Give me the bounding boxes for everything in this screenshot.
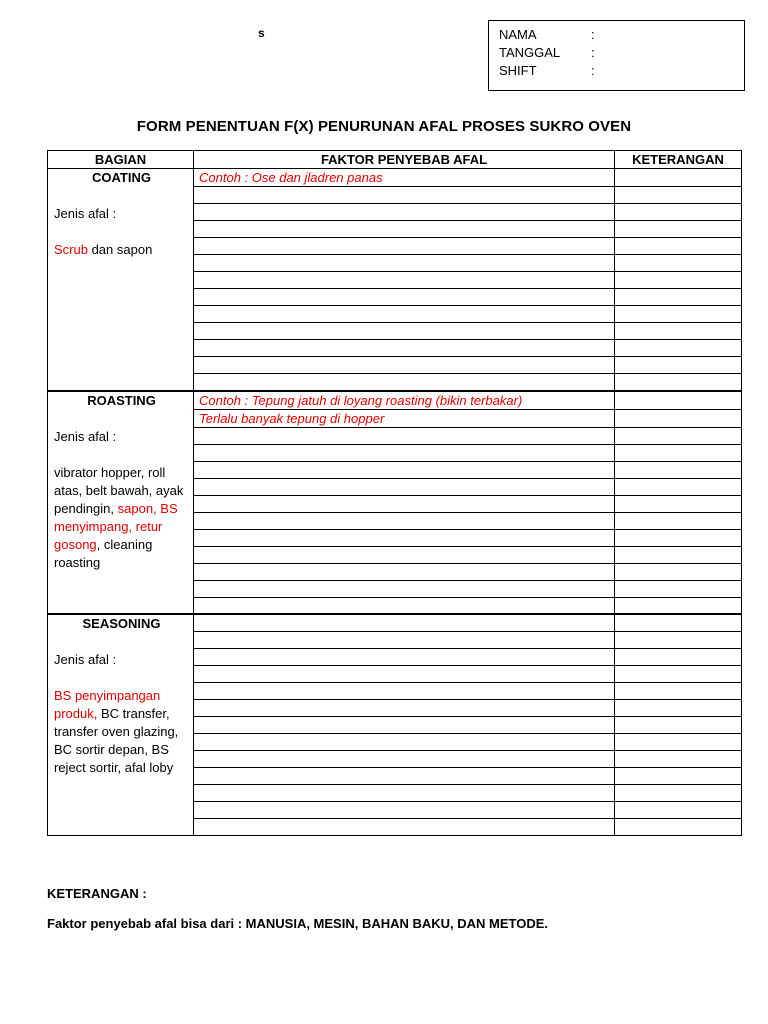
jenis-afal-label: Jenis afal : [54,652,117,667]
keterangan-cell[interactable] [615,255,742,272]
keterangan-cell[interactable] [615,409,742,427]
faktor-cell[interactable] [194,374,615,391]
keterangan-cell[interactable] [615,204,742,221]
keterangan-cell[interactable] [615,818,742,835]
afal-segment: Scrub [54,242,88,257]
faktor-cell[interactable] [194,750,615,767]
faktor-cell[interactable] [194,340,615,357]
afal-list [54,464,189,572]
afal-segment: dan sapon [87,242,153,257]
bagian-cell-coating [48,169,194,391]
keterangan-cell[interactable] [615,512,742,529]
keterangan-cell[interactable] [615,529,742,546]
id-colon: : [591,63,595,78]
keterangan-cell[interactable] [615,614,742,631]
id-label: SHIFT [499,63,537,78]
faktor-cell[interactable] [194,648,615,665]
table-row [48,169,742,187]
faktor-cell[interactable] [194,357,615,374]
faktor-cell[interactable] [194,255,615,272]
faktor-cell[interactable] [194,289,615,306]
faktor-cell[interactable] [194,563,615,580]
faktor-cell[interactable] [194,272,615,289]
faktor-cell[interactable]: Terlalu banyak tepung di hopper [194,409,615,427]
faktor-cell[interactable] [194,478,615,495]
keterangan-cell[interactable] [615,716,742,733]
keterangan-cell[interactable] [615,391,742,410]
faktor-cell[interactable] [194,461,615,478]
jenis-afal-label: Jenis afal : [54,206,117,221]
afal-list [54,687,189,777]
afal-segment: , cleaning roasting [54,536,153,570]
id-label: TANGGAL [499,45,561,60]
keterangan-cell[interactable] [615,784,742,801]
faktor-cell[interactable] [194,716,615,733]
faktor-cell[interactable]: Contoh : Tepung jatuh di loyang roasting (bikin terbakar) [194,391,615,410]
keterangan-cell[interactable] [615,682,742,699]
faktor-cell[interactable] [194,682,615,699]
header-keterangan: KETERANGAN [615,151,742,169]
afal-segment: BC transfer, transfer oven glazing, BC sortir depan, BS reject sortir, afal loby [54,706,179,775]
faktor-cell[interactable] [194,784,615,801]
id-row-tanggal [499,44,744,62]
id-label: NAMA [499,27,537,42]
section-name: COATING [92,170,151,185]
corner-mark: s [258,26,265,40]
keterangan-cell[interactable] [615,169,742,187]
keterangan-cell[interactable] [615,750,742,767]
form-title: FORM PENENTUAN F(X) PENURUNAN AFAL PROSES SUKRO OVEN [136,118,632,135]
afal-segment: vibrator hopper, roll atas, belt bawah, ayak pendingin, [54,464,184,516]
faktor-cell[interactable] [194,631,615,648]
keterangan-cell[interactable] [615,374,742,391]
faktor-cell[interactable] [194,187,615,204]
afal-list [54,241,189,259]
section-name: ROASTING [87,392,156,408]
keterangan-cell[interactable] [615,801,742,818]
keterangan-cell[interactable] [615,767,742,784]
faktor-cell[interactable] [194,306,615,323]
afal-segment: sapon, BS menyimpang, retur gosong [54,500,178,552]
faktor-cell[interactable] [194,767,615,784]
faktor-cell[interactable] [194,733,615,750]
keterangan-cell[interactable] [615,546,742,563]
keterangan-cell[interactable] [615,323,742,340]
section-name: SEASONING [82,616,161,631]
table-row [48,614,742,631]
keterangan-cell[interactable] [615,357,742,374]
faktor-cell[interactable] [194,529,615,546]
faktor-cell[interactable] [194,580,615,597]
keterangan-cell[interactable] [615,478,742,495]
bagian-cell-roasting [48,391,194,615]
keterangan-cell[interactable] [615,733,742,750]
faktor-cell[interactable] [194,665,615,682]
id-row-nama [499,26,744,44]
header-faktor: FAKTOR PENYEBAB AFAL [194,151,615,169]
bagian-cell-seasoning [48,614,194,835]
keterangan-cell[interactable] [615,272,742,289]
faktor-cell[interactable] [194,818,615,835]
afal-form-table [47,150,742,836]
keterangan-cell[interactable] [615,648,742,665]
keterangan-cell[interactable] [615,187,742,204]
faktor-cell[interactable] [194,238,615,255]
faktor-cell[interactable] [194,512,615,529]
faktor-cell[interactable] [194,699,615,716]
notes-heading: KETERANGAN : [47,886,147,901]
keterangan-cell[interactable] [615,461,742,478]
identity-box [488,20,745,91]
faktor-cell[interactable] [194,546,615,563]
keterangan-cell[interactable] [615,665,742,682]
keterangan-cell[interactable] [615,699,742,716]
keterangan-cell[interactable] [615,289,742,306]
keterangan-cell[interactable] [615,580,742,597]
keterangan-cell[interactable] [615,495,742,512]
jenis-afal-label: Jenis afal : [54,428,117,444]
header-bagian: BAGIAN [48,151,194,169]
keterangan-cell[interactable] [615,631,742,648]
afal-segment: BS penyimpangan produk, [54,688,161,721]
faktor-cell[interactable] [194,614,615,631]
keterangan-cell[interactable] [615,563,742,580]
id-colon: : [591,27,595,42]
keterangan-cell[interactable] [615,340,742,357]
faktor-cell[interactable] [194,444,615,461]
faktor-cell[interactable] [194,204,615,221]
table-header-row [48,151,742,169]
id-colon: : [591,45,595,60]
faktor-cell[interactable] [194,221,615,238]
table-row [48,391,742,410]
faktor-cell[interactable] [194,427,615,444]
keterangan-cell[interactable] [615,221,742,238]
faktor-cell[interactable]: Contoh : Ose dan jladren panas [194,169,615,187]
keterangan-cell[interactable] [615,444,742,461]
keterangan-cell[interactable] [615,238,742,255]
notes-text: Faktor penyebab afal bisa dari : MANUSIA, MESIN, BAHAN BAKU, DAN METODE. [47,916,549,931]
keterangan-cell[interactable] [615,427,742,444]
keterangan-cell[interactable] [615,597,742,614]
id-row-shift [499,62,744,80]
faktor-cell[interactable] [194,801,615,818]
keterangan-cell[interactable] [615,306,742,323]
faktor-cell[interactable] [194,323,615,340]
faktor-cell[interactable] [194,597,615,614]
faktor-cell[interactable] [194,495,615,512]
